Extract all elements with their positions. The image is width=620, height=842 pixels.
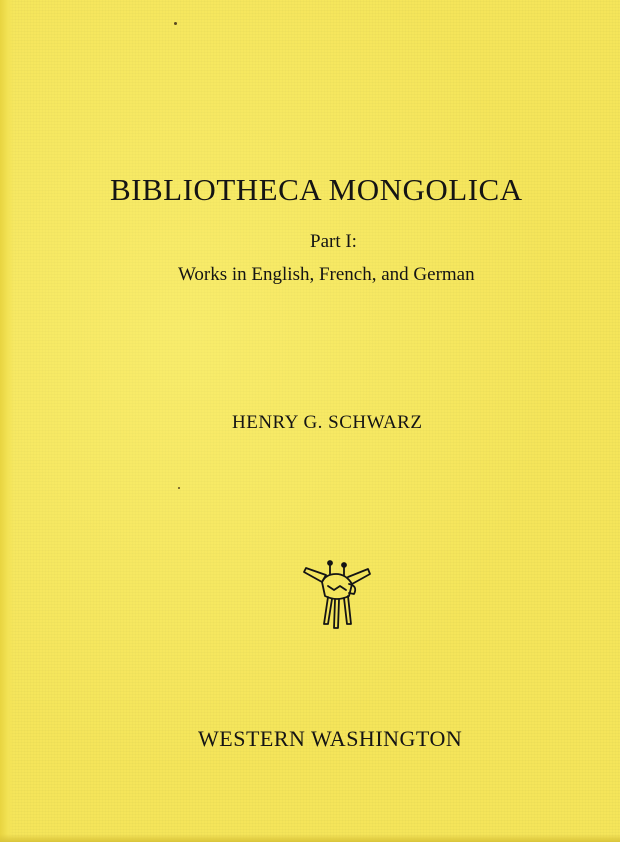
- book-subtitle: Works in English, French, and German: [178, 264, 475, 285]
- cover-speck: [174, 22, 177, 25]
- book-part: Part I:: [310, 231, 357, 252]
- book-title: BIBLIOTHECA MONGOLICA: [110, 172, 523, 207]
- cover-left-edge: [0, 0, 14, 842]
- cover-bottom-edge: [0, 834, 620, 842]
- book-author: HENRY G. SCHWARZ: [232, 412, 423, 433]
- publisher-name: WESTERN WASHINGTON: [198, 726, 463, 751]
- ritual-vessel-icon: [300, 558, 374, 632]
- cover-speck: [178, 487, 180, 489]
